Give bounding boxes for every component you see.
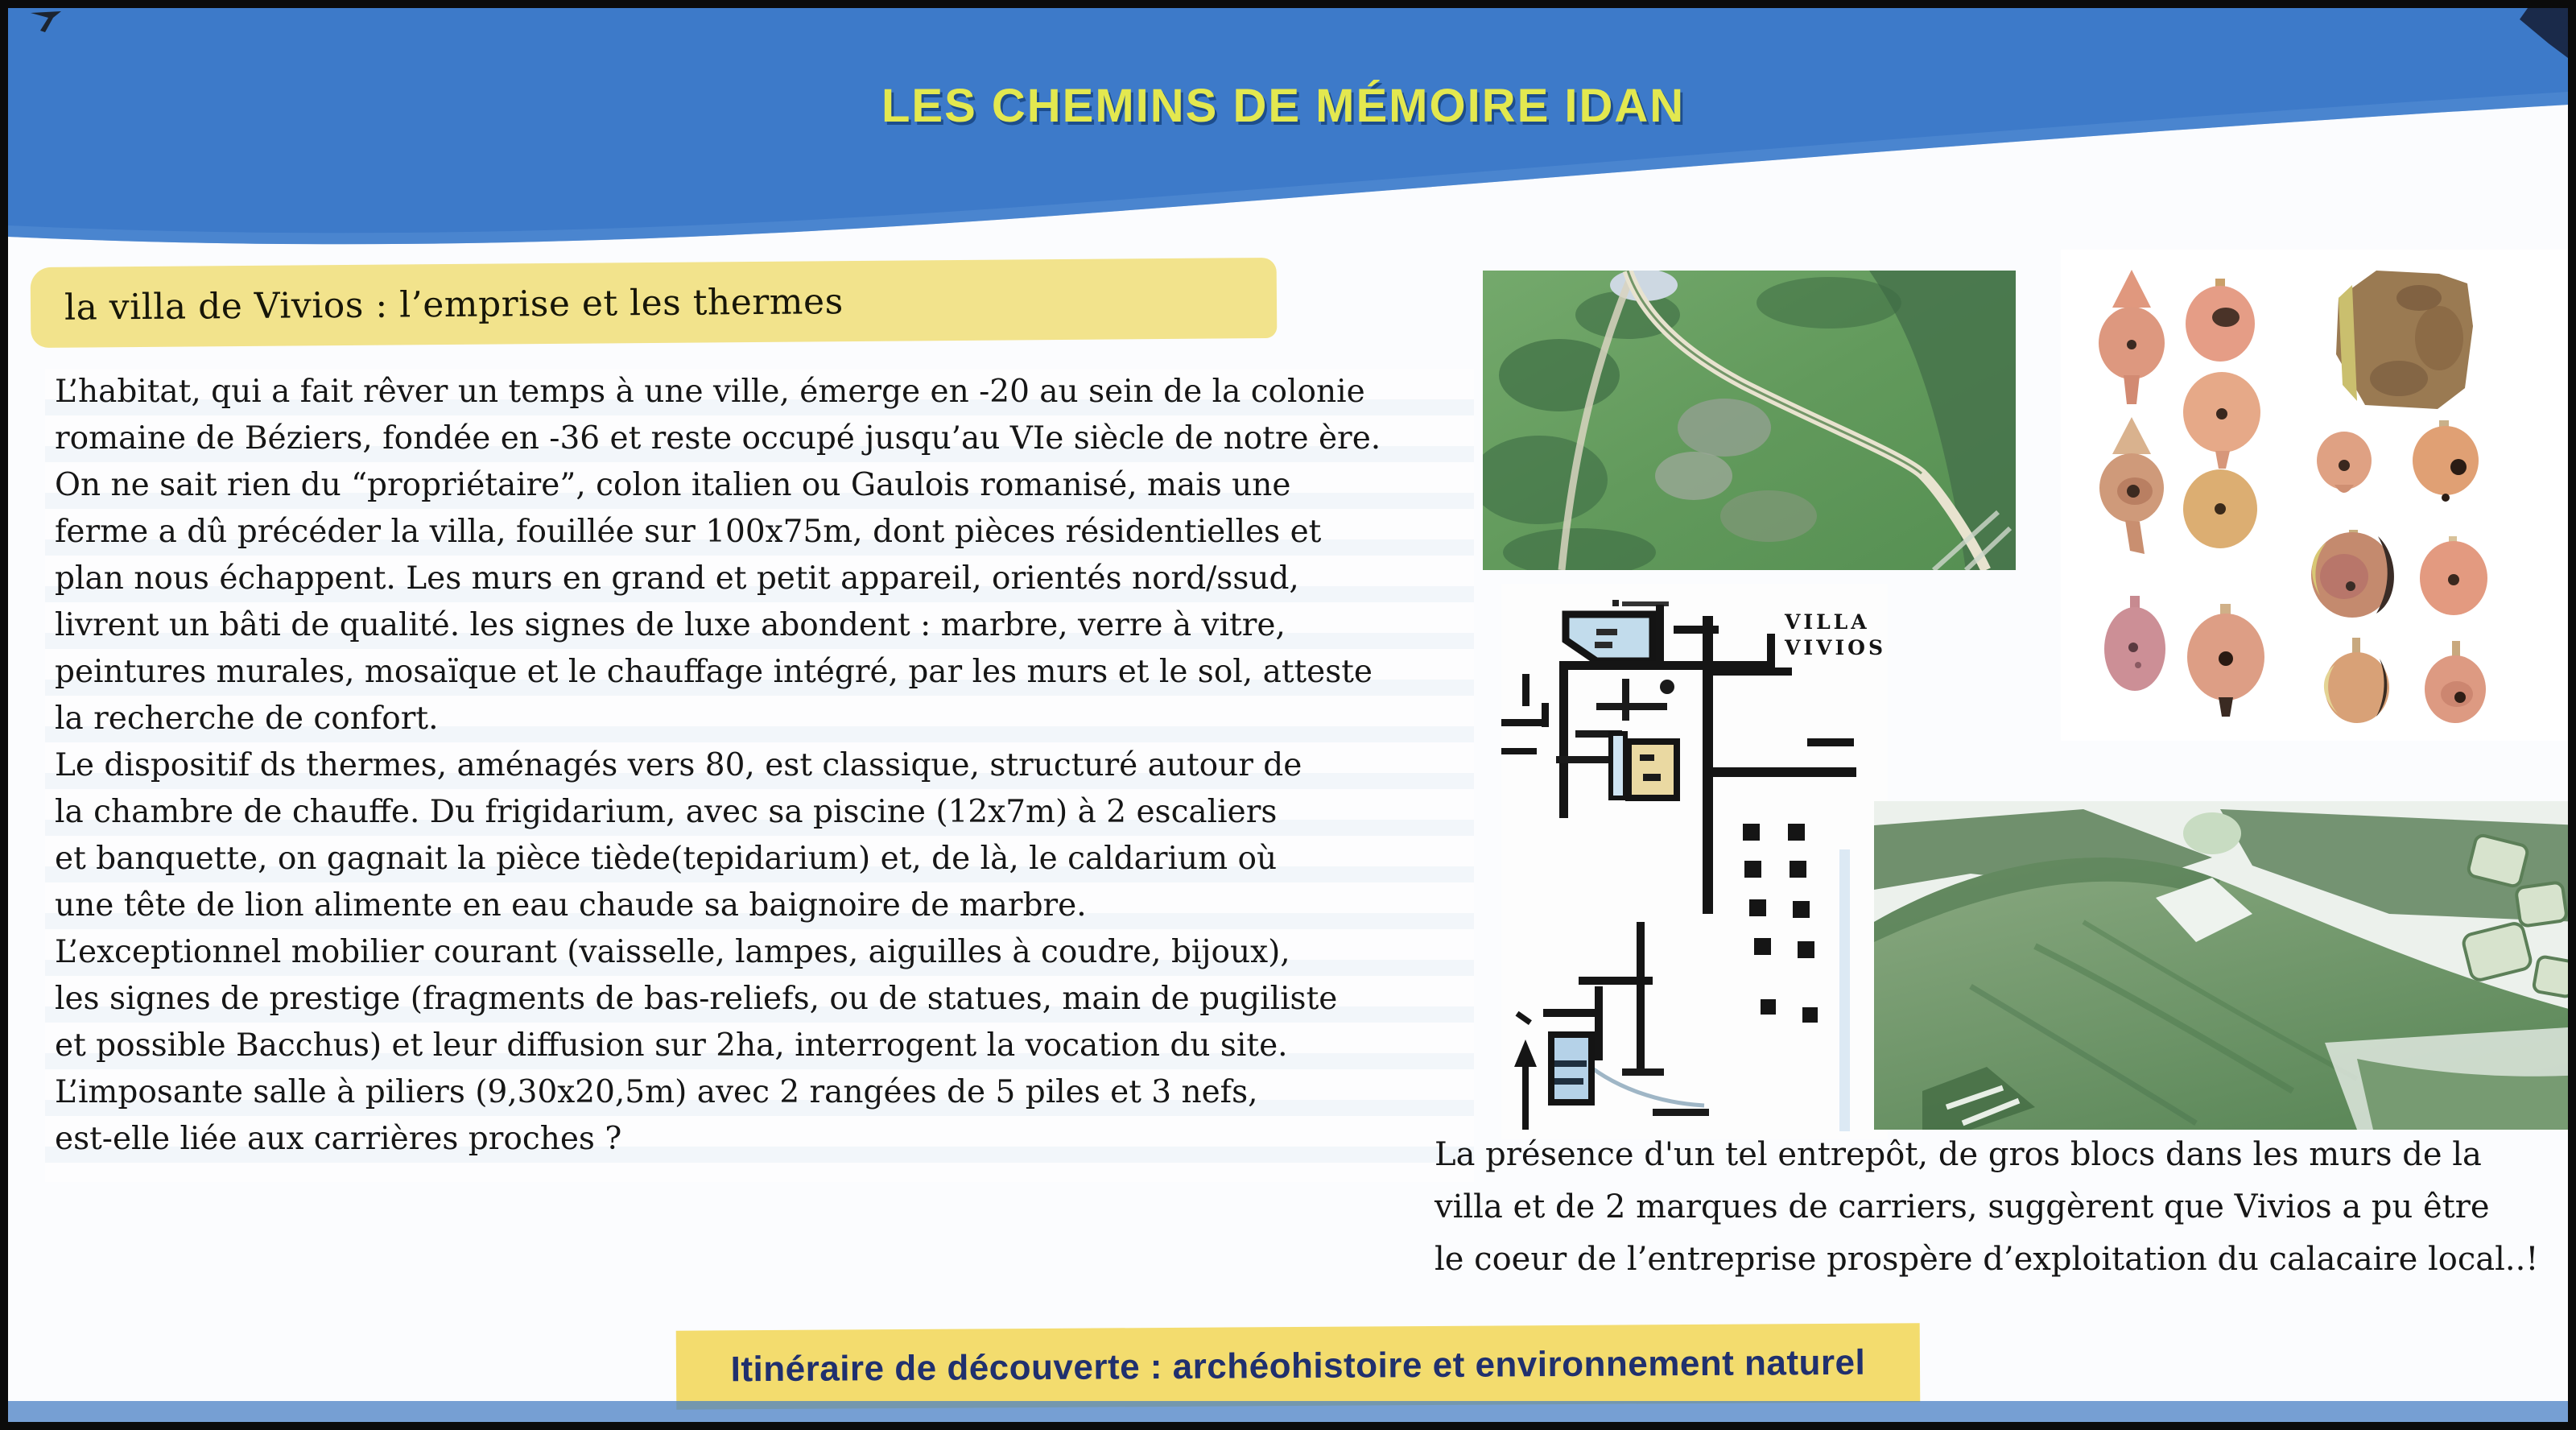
body-line: peintures murales, mosaïque et le chauffage intégré, par les murs et le sol, atteste: [55, 654, 1373, 690]
side-line: le coeur de l’entreprise prospère d’exploitation du calacaire local..!: [1435, 1241, 2539, 1278]
site-plan: [1501, 584, 1888, 1139]
body-line: la chambre de chauffe. Du frigidarium, avec sa piscine (12x7m) à 2 escaliers: [55, 794, 1278, 830]
subtitle-banner: [31, 258, 1278, 348]
body-line: la recherche de confort.: [55, 701, 439, 737]
plan-label-line1: VILLA: [1785, 610, 1870, 634]
body-line: livrent un bâti de qualité. les signes de luxe abondent : marbre, verre à vitre,: [55, 607, 1286, 643]
body-line: romaine de Béziers, fondée en -36 et reste occupé jusqu’au VIe siècle de notre ère.: [55, 420, 1381, 457]
body-line: est-elle liée aux carrières proches ?: [55, 1121, 622, 1157]
side-line: villa et de 2 marques de carriers, suggèrent que Vivios a pu être: [1435, 1188, 2490, 1225]
body-line: les signes de prestige (fragments de bas-reliefs, ou de statues, main de pugiliste: [55, 981, 1338, 1017]
body-text-block: [45, 369, 1474, 1182]
corner-mark-icon: [29, 10, 71, 34]
aerial-photo: [1483, 271, 2016, 570]
quarry-photo: [1874, 801, 2576, 1130]
corner-fold-icon: [2471, 8, 2568, 64]
footer-banner: [676, 1323, 1921, 1409]
footer-text: Itinéraire de découverte : archéohistoire et environnement naturel: [730, 1342, 1866, 1390]
plan-label-line2: VIVIOS: [1785, 636, 1887, 659]
body-line: ferme a dû précéder la villa, fouillée sur 100x75m, dont pièces résidentielles et: [55, 514, 1322, 550]
bottom-edge-strip: [8, 1401, 2568, 1422]
body-line: L’exceptionnel mobilier courant (vaisselle, lampes, aiguilles à coudre, bijoux),: [55, 934, 1290, 970]
side-line: La présence d'un tel entrepôt, de gros blocs dans les murs de la: [1435, 1136, 2482, 1173]
site-plan-drawing: [1501, 584, 1888, 1139]
body-line: Le dispositif ds thermes, aménagés vers 80, est classique, structuré autour de: [55, 747, 1302, 783]
page-title: LES CHEMINS DE MÉMOIRE IDAN: [881, 80, 1686, 132]
body-line: plan nous échappent. Les murs en grand et petit appareil, orientés nord/ssud,: [55, 560, 1299, 597]
body-line: et banquette, on gagnait la pièce tiède(tepidarium) et, de là, le caldarium où: [55, 841, 1278, 877]
body-line: L’habitat, qui a fait rêver un temps à une ville, émerge en -20 au sein de la colonie: [55, 374, 1365, 410]
body-line: On ne sait rien du “propriétaire”, colon italien ou Gaulois romanisé, mais une: [55, 467, 1291, 503]
plan-label: [1785, 610, 1887, 661]
header-banner: [8, 8, 2568, 274]
side-paragraph: [1435, 1129, 2576, 1286]
body-line: une tête de lion alimente en eau chaude sa baignoire de marbre.: [55, 887, 1087, 924]
artifact-photo: [2061, 250, 2576, 741]
subtitle-text: la villa de Vivios : l’emprise et les thermes: [64, 280, 844, 329]
body-line: et possible Bacchus) et leur diffusion sur 2ha, interrogent la vocation du site.: [55, 1027, 1288, 1064]
body-line: L’imposante salle à piliers (9,30x20,5m) avec 2 rangées de 5 piles et 3 nefs,: [55, 1074, 1258, 1110]
